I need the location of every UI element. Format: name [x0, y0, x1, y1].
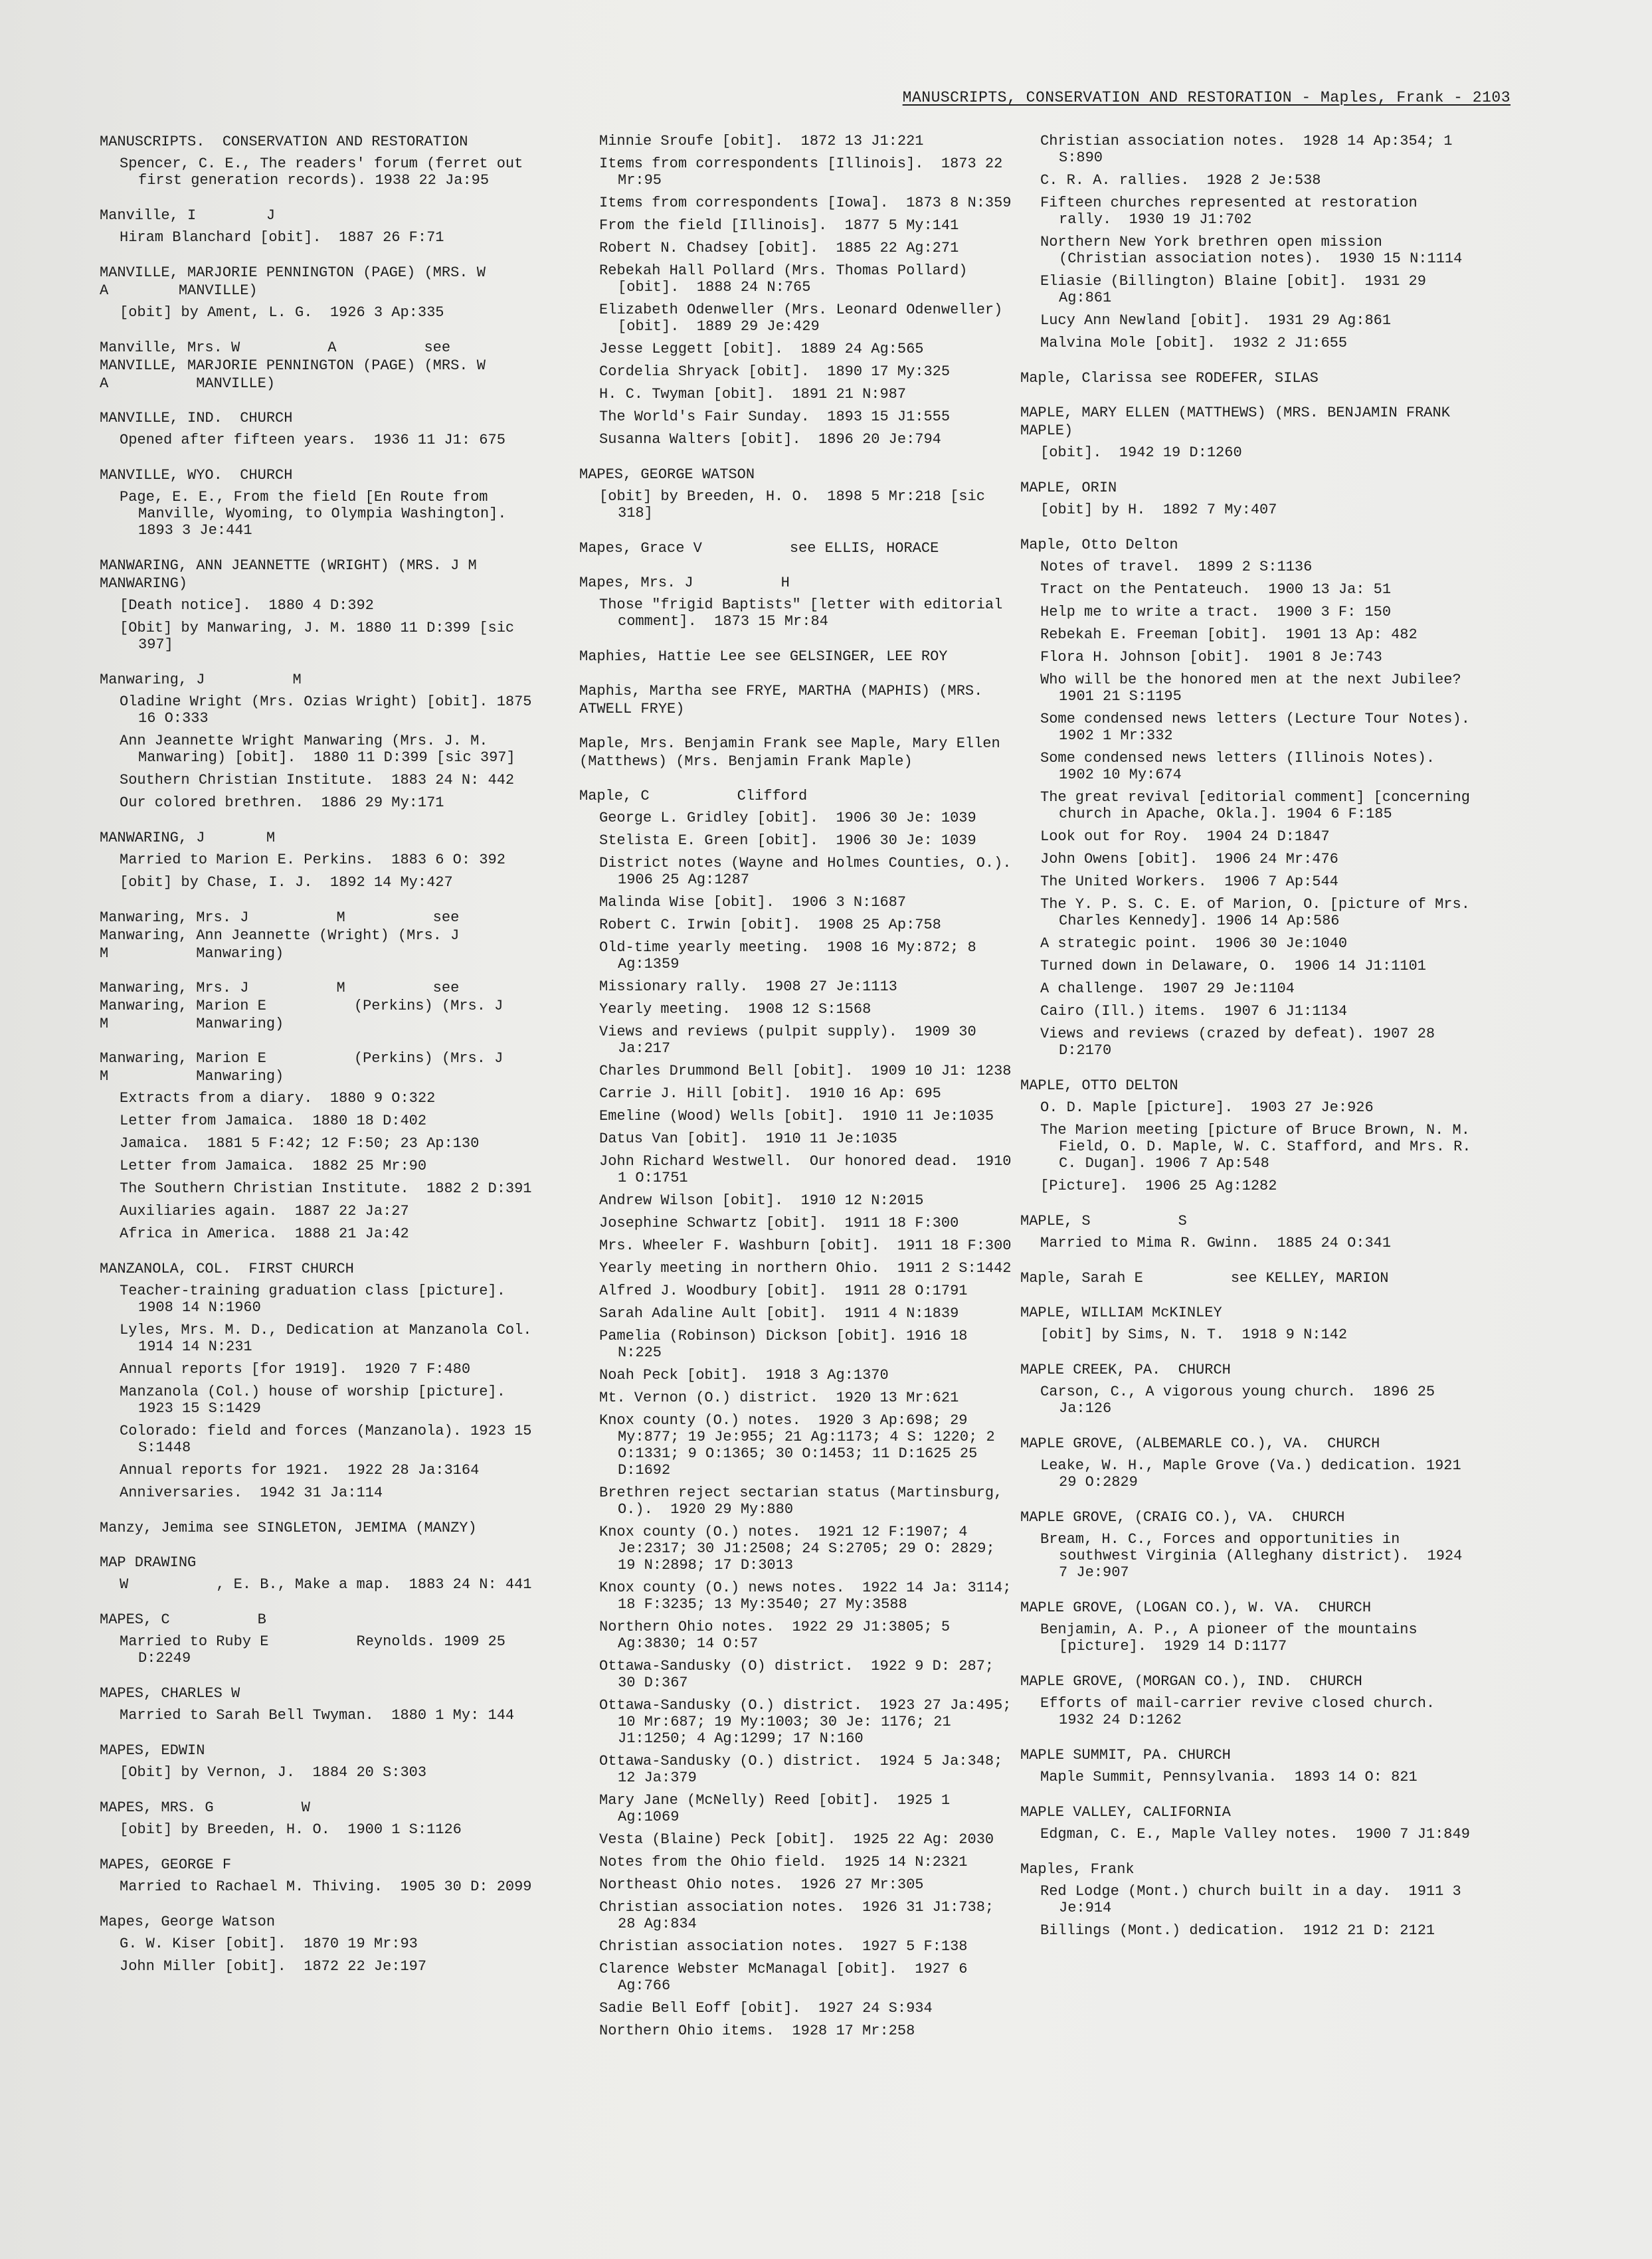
index-entry: Annual reports [for 1919]. 1920 7 F:480: [120, 1361, 471, 1378]
index-entry: Jesse Leggett [obit]. 1889 24 Ag:565: [599, 341, 924, 357]
index-entry: Missionary rally. 1908 27 Je:1113: [599, 978, 897, 995]
index-entry: Mary Jane (McNelly) Reed [obit]. 1925 1 Ag:1069: [599, 1792, 959, 1825]
index-heading: Maples, Frank: [1020, 1861, 1135, 1878]
index-entry: Old-time yearly meeting. 1908 16 My:872; 8 Ag:1359: [599, 939, 985, 972]
index-entry: The great revival [editorial comment] [concerning church in Apache, Okla.]. 1904 6 F:185: [1040, 789, 1479, 822]
index-heading: MAPLE, S S: [1020, 1213, 1187, 1229]
index-heading: Manzy, Jemima see SINGLETON, JEMIMA (MANZY): [100, 1520, 477, 1536]
block-spacer: [1020, 1496, 1472, 1508]
index-entry: Auxiliaries again. 1887 22 Ja:27: [120, 1203, 409, 1220]
block-spacer: [100, 252, 538, 264]
index-entry: Manzanola (Col.) house of worship [picture]. 1923 15 S:1429: [120, 1384, 523, 1417]
block-spacer: [1020, 1791, 1472, 1803]
block-spacer: [100, 1599, 538, 1611]
index-heading: MAPES, CHARLES W: [100, 1685, 240, 1702]
index-entry: [obit] by Chase, I. J. 1892 14 My:427: [120, 874, 453, 891]
index-entry: Josephine Schwartz [obit]. 1911 18 F:300: [599, 1215, 959, 1231]
index-heading: Maple, C Clifford: [579, 788, 808, 804]
index-entry: Minnie Sroufe [obit]. 1872 13 J1:221: [599, 133, 924, 149]
index-entry: John Richard Westwell. Our honored dead. 1910 1 O:1751: [599, 1153, 1020, 1186]
block-spacer: [100, 1981, 538, 1993]
index-entry: Oladine Wright (Mrs. Ozias Wright) [obit]. 1875 16 O:333: [120, 693, 541, 727]
block-spacer: [1020, 1587, 1472, 1599]
index-entry: Southern Christian Institute. 1883 24 N: 442: [120, 772, 515, 788]
index-heading: Maple, Sarah E see KELLEY, MARION: [1020, 1270, 1389, 1287]
index-entry: Malinda Wise [obit]. 1906 3 N:1687: [599, 894, 907, 911]
index-entry: Letter from Jamaica. 1880 18 D:402: [120, 1113, 427, 1129]
block-spacer: [100, 897, 538, 909]
index-entry: Efforts of mail-carrier revive closed church. 1932 24 D:1262: [1040, 1695, 1453, 1728]
index-heading: MAPLE GROVE, (ALBEMARLE CO.), VA. CHURCH: [1020, 1435, 1380, 1452]
index-heading: Mapes, Mrs. J H: [579, 575, 790, 591]
index-entry: Cairo (Ill.) items. 1907 6 J1:1134: [1040, 1003, 1348, 1020]
index-heading: Manwaring, Mrs. J M see Manwaring, Ann Jeannette (Wright) (Mrs. J M Manwaring): [100, 909, 547, 962]
index-entry: Eliasie (Billington) Blaine [obit]. 1931 29 Ag:861: [1040, 273, 1435, 306]
index-entry: O. D. Maple [picture]. 1903 27 Je:926: [1040, 1099, 1374, 1116]
block-spacer: [579, 562, 1018, 574]
index-entry: From the field [Illinois]. 1877 5 My:141: [599, 217, 959, 234]
index-heading: MANWARING, ANN JEANNETTE (WRIGHT) (MRS. J M MANWARING): [100, 557, 539, 592]
block-spacer: [100, 1787, 538, 1799]
index-entry: Billings (Mont.) dedication. 1912 21 D: 2121: [1040, 1922, 1435, 1939]
index-entry: Yearly meeting in northern Ohio. 1911 2 S:1442: [599, 1260, 1012, 1277]
index-entry: Mrs. Wheeler F. Washburn [obit]. 1911 18 F:300: [599, 1237, 1012, 1254]
index-heading: MAPLE, ORIN: [1020, 480, 1117, 496]
index-entry: Items from correspondents [Illinois]. 1873 22 Mr:95: [599, 155, 1012, 189]
index-entry: Christian association notes. 1926 31 J1:738; 28 Ag:834: [599, 1899, 1003, 1932]
index-entry: The World's Fair Sunday. 1893 15 J1:555: [599, 408, 951, 425]
index-entry: [obit] by Breeden, H. O. 1898 5 Mr:218 [sic 318]: [599, 488, 994, 521]
index-entry: Stelista E. Green [obit]. 1906 30 Je: 1039: [599, 832, 976, 849]
index-entry: The Y. P. S. C. E. of Marion, O. [picture of Mrs. Charles Kennedy]. 1906 14 Ap:586: [1040, 896, 1479, 929]
index-entry: Alfred J. Woodbury [obit]. 1911 28 O:1791: [599, 1283, 968, 1299]
index-entry: The Southern Christian Institute. 1882 2 D:391: [120, 1180, 532, 1197]
index-entry: Malvina Mole [obit]. 1932 2 J1:655: [1040, 335, 1348, 351]
index-heading: Manwaring, Mrs. J M see Manwaring, Marion E (Perkins) (Mrs. J M Manwaring): [100, 980, 591, 1032]
index-entry: Flora H. Johnson [obit]. 1901 8 Je:743: [1040, 649, 1382, 666]
index-entry: [obit] by H. 1892 7 My:407: [1040, 501, 1277, 518]
block-spacer: [100, 1672, 538, 1684]
index-entry: Ann Jeannette Wright Manwaring (Mrs. J. M. Manwaring) [obit]. 1880 11 D:399 [sic 397]: [120, 733, 515, 766]
index-entry: Rebekah Hall Pollard (Mrs. Thomas Pollard) [obit]. 1888 24 N:765: [599, 262, 976, 296]
index-entry: [Picture]. 1906 25 Ag:1282: [1040, 1178, 1277, 1194]
index-entry: [Obit] by Vernon, J. 1884 20 S:303: [120, 1764, 427, 1781]
index-entry: Maple Summit, Pennsylvania. 1893 14 O: 821: [1040, 1769, 1418, 1785]
index-entry: Lyles, Mrs. M. D., Dedication at Manzanola Col. 1914 14 N:231: [120, 1322, 549, 1355]
index-entry: Ottawa-Sandusky (O.) district. 1924 5 Ja:348; 12 Ja:379: [599, 1753, 1012, 1786]
block-spacer: [100, 1542, 538, 1554]
index-entry: Spencer, C. E., The readers' forum (ferret out first generation records). 1938 22 Ja:95: [120, 155, 532, 189]
index-heading: MAPLE, MARY ELLEN (MATTHEWS) (MRS. BENJAMIN FRANK MAPLE): [1020, 405, 1459, 439]
index-heading: MANUSCRIPTS. CONSERVATION AND RESTORATION: [100, 134, 468, 150]
index-entry: Look out for Roy. 1904 24 D:1847: [1040, 828, 1330, 845]
index-entry: Edgman, C. E., Maple Valley notes. 1900 7 J1:849: [1040, 1826, 1470, 1843]
index-heading: Manwaring, J M: [100, 672, 302, 688]
index-entry: Leake, W. H., Maple Grove (Va.) dedication. 1921 29 O:2829: [1040, 1457, 1470, 1491]
index-entry: Teacher-training graduation class [picture]. 1908 14 N:1960: [120, 1283, 523, 1316]
index-entry: Datus Van [obit]. 1910 11 Je:1035: [599, 1130, 897, 1147]
index-entry: Elizabeth Odenweller (Mrs. Leonard Odenweller) [obit]. 1889 29 Je:429: [599, 302, 1012, 335]
index-heading: Maphis, Martha see FRYE, MARTHA (MAPHIS) (MRS. ATWELL FRYE): [579, 683, 992, 717]
index-entry: Mt. Vernon (O.) district. 1920 13 Mr:621: [599, 1390, 959, 1406]
index-heading: Manville, I J: [100, 207, 276, 224]
index-entry: Views and reviews (crazed by defeat). 1907 28 D:2170: [1040, 1026, 1444, 1059]
index-entry: Carrie J. Hill [obit]. 1910 16 Ap: 695: [599, 1085, 941, 1102]
index-entry: Cordelia Shryack [obit]. 1890 17 My:325: [599, 363, 951, 380]
block-spacer: [1020, 1661, 1472, 1672]
index-heading: Maple, Otto Delton: [1020, 537, 1178, 553]
index-entry: Annual reports for 1921. 1922 28 Ja:3164: [120, 1462, 480, 1479]
index-entry: H. C. Twyman [obit]. 1891 21 N:987: [599, 386, 907, 403]
index-entry: George L. Gridley [obit]. 1906 30 Je: 1039: [599, 810, 976, 826]
index-entry: Lucy Ann Newland [obit]. 1931 29 Ag:861: [1040, 312, 1392, 329]
index-entry: W , E. B., Make a map. 1883 24 N: 441: [120, 1576, 532, 1593]
index-heading: MANZANOLA, COL. FIRST CHURCH: [100, 1261, 354, 1277]
index-heading: MANVILLE, WYO. CHURCH: [100, 467, 293, 484]
index-entry: Knox county (O.) notes. 1921 12 F:1907; 4 Je:2317; 30 J1:2508; 24 S:2705; 29 O: 2829; 19 N:2898; 17 D:3013: [599, 1524, 1004, 1574]
index-heading: Manville, Mrs. W A see MANVILLE, MARJORIE PENNINGTON (PAGE) (MRS. W A MANVILLE): [100, 339, 573, 392]
index-entry: Notes from the Ohio field. 1925 14 N:2321: [599, 1854, 968, 1870]
index-entry: Northern New York brethren open mission (Christian association notes). 1930 15 N:1114: [1040, 234, 1463, 267]
index-entry: [obit] by Ament, L. G. 1926 3 Ap:335: [120, 304, 444, 321]
index-column-1: [100, 133, 591, 1993]
index-entry: Hiram Blanchard [obit]. 1887 26 F:71: [120, 229, 444, 246]
block-spacer: [100, 1038, 538, 1049]
index-heading: Maple, Clarissa see RODEFER, SILAS: [1020, 370, 1319, 387]
index-entry: Letter from Jamaica. 1882 25 Mr:90: [120, 1158, 427, 1174]
block-spacer: [579, 723, 1018, 735]
index-entry: Anniversaries. 1942 31 Ja:114: [120, 1485, 383, 1501]
index-entry: Christian association notes. 1927 5 F:138: [599, 1938, 968, 1955]
index-entry: Andrew Wilson [obit]. 1910 12 N:2015: [599, 1192, 924, 1209]
index-entry: The Marion meeting [picture of Bruce Brown, N. M. Field, O. D. Maple, W. C. Stafford, and Mrs. R. C. Dugan]. 1906 7 Ap:548: [1040, 1122, 1480, 1172]
index-heading: MAPES, C B: [100, 1611, 266, 1628]
block-spacer: [1020, 1200, 1472, 1212]
index-entry: Married to Marion E. Perkins. 1883 6 O: 392: [120, 852, 505, 868]
index-heading: MAPLE, OTTO DELTON: [1020, 1077, 1178, 1094]
index-heading: MANWARING, J M: [100, 830, 276, 846]
block-spacer: [1020, 1945, 1472, 1957]
block-spacer: [1020, 1734, 1472, 1746]
block-spacer: [100, 1901, 538, 1913]
index-heading: Mapes, George Watson: [100, 1914, 276, 1930]
index-column-2: [579, 133, 1029, 2057]
block-spacer: [100, 545, 538, 557]
index-entry: Robert N. Chadsey [obit]. 1885 22 Ag:271: [599, 240, 959, 256]
index-entry: Colorado: field and forces (Manzanola). 1923 15 S:1448: [120, 1423, 541, 1456]
index-entry: Carson, C., A vigorous young church. 1896 25 Ja:126: [1040, 1384, 1444, 1417]
block-spacer: [100, 397, 538, 409]
block-spacer: [579, 775, 1018, 787]
index-entry: Notes of travel. 1899 2 S:1136: [1040, 559, 1313, 575]
running-header: MANUSCRIPTS, CONSERVATION AND RESTORATION - Maples, Frank - 2103: [902, 89, 1511, 106]
index-entry: Fifteen churches represented at restoration rally. 1930 19 J1:702: [1040, 195, 1426, 228]
index-entry: A strategic point. 1906 30 Je:1040: [1040, 935, 1348, 952]
index-entry: Emeline (Wood) Wells [obit]. 1910 11 Je:1035: [599, 1108, 994, 1125]
index-entry: Some condensed news letters (Lecture Tour Notes). 1902 1 Mr:332: [1040, 711, 1488, 744]
block-spacer: [579, 636, 1018, 648]
index-entry: Noah Peck [obit]. 1918 3 Ag:1370: [599, 1367, 889, 1384]
block-spacer: [100, 659, 538, 671]
index-entry: Brethren reject sectarian status (Martinsburg, O.). 1920 29 My:880: [599, 1485, 1012, 1518]
block-spacer: [100, 817, 538, 829]
index-heading: Maple, Mrs. Benjamin Frank see Maple, Mary Ellen (Matthews) (Mrs. Benjamin Frank Maple): [579, 735, 1009, 770]
index-entry: G. W. Kiser [obit]. 1870 19 Mr:93: [120, 1936, 418, 1952]
index-entry: Sarah Adaline Ault [obit]. 1911 4 N:1839: [599, 1305, 959, 1322]
block-spacer: [1020, 357, 1472, 369]
index-heading: MAPLE GROVE, (MORGAN CO.), IND. CHURCH: [1020, 1673, 1362, 1690]
index-entry: C. R. A. rallies. 1928 2 Je:538: [1040, 172, 1321, 189]
index-heading: MANVILLE, MARJORIE PENNINGTON (PAGE) (MRS. W A MANVILLE): [100, 264, 547, 299]
index-heading: MAPES, EDWIN: [100, 1742, 205, 1759]
index-entry: [obit]. 1942 19 D:1260: [1040, 444, 1242, 461]
block-spacer: [100, 1507, 538, 1519]
block-spacer: [1020, 1065, 1472, 1077]
index-heading: MAP DRAWING: [100, 1554, 197, 1571]
block-spacer: [1020, 392, 1472, 404]
block-spacer: [1020, 1257, 1472, 1269]
index-entry: John Miller [obit]. 1872 22 Je:197: [120, 1958, 427, 1975]
index-entry: Items from correspondents [Iowa]. 1873 8 N:359: [599, 195, 1012, 211]
block-spacer: [579, 527, 1018, 539]
block-spacer: [1020, 467, 1472, 479]
index-entry: Bream, H. C., Forces and opportunities in southwest Virginia (Alleghany district). 1924 7 Je:907: [1040, 1531, 1471, 1581]
block-spacer: [1020, 1349, 1472, 1361]
index-entry: Views and reviews (pulpit supply). 1909 30 Ja:217: [599, 1024, 985, 1057]
block-spacer: [579, 2045, 1018, 2057]
index-entry: Help me to write a tract. 1900 3 F: 150: [1040, 604, 1392, 620]
index-entry: Married to Sarah Bell Twyman. 1880 1 My: 144: [120, 1707, 515, 1724]
block-spacer: [1020, 1292, 1472, 1304]
index-entry: Northeast Ohio notes. 1926 27 Mr:305: [599, 1876, 924, 1893]
index-entry: Africa in America. 1888 21 Ja:42: [120, 1225, 409, 1242]
block-spacer: [100, 1730, 538, 1742]
index-entry: Married to Rachael M. Thiving. 1905 30 D: 2099: [120, 1878, 532, 1895]
block-spacer: [100, 327, 538, 339]
index-entry: Sadie Bell Eoff [obit]. 1927 24 S:934: [599, 2000, 933, 2017]
index-entry: Ottawa-Sandusky (O) district. 1922 9 D: 287; 30 D:367: [599, 1658, 1003, 1691]
index-heading: Maphies, Hattie Lee see GELSINGER, LEE ROY: [579, 648, 948, 665]
index-heading: MAPLE CREEK, PA. CHURCH: [1020, 1362, 1231, 1378]
index-entry: [obit] by Breeden, H. O. 1900 1 S:1126: [120, 1821, 462, 1838]
index-entry: Robert C. Irwin [obit]. 1908 25 Ap:758: [599, 917, 941, 933]
index-heading: MAPES, GEORGE F: [100, 1856, 232, 1873]
index-entry: Yearly meeting. 1908 12 S:1568: [599, 1001, 872, 1018]
index-entry: Extracts from a diary. 1880 9 O:322: [120, 1090, 436, 1107]
index-entry: Charles Drummond Bell [obit]. 1909 10 J1: 1238: [599, 1063, 1012, 1079]
index-entry: Married to Mima R. Gwinn. 1885 24 O:341: [1040, 1235, 1392, 1251]
index-entry: Red Lodge (Mont.) church built in a day. 1911 3 Je:914: [1040, 1883, 1470, 1916]
index-entry: Northern Ohio items. 1928 17 Mr:258: [599, 2023, 915, 2039]
block-spacer: [579, 454, 1018, 466]
index-heading: MAPLE, WILLIAM McKINLEY: [1020, 1305, 1222, 1321]
index-heading: Manwaring, Marion E (Perkins) (Mrs. J M Manwaring): [100, 1050, 591, 1085]
index-entry: A challenge. 1907 29 Je:1104: [1040, 980, 1295, 997]
block-spacer: [100, 195, 538, 207]
index-entry: Some condensed news letters (Illinois Notes). 1902 10 My:674: [1040, 750, 1453, 783]
index-entry: Pamelia (Robinson) Dickson [obit]. 1916 18 N:225: [599, 1328, 976, 1361]
index-heading: MAPES, GEORGE WATSON: [579, 466, 755, 483]
index-heading: MAPLE SUMMIT, PA. CHURCH: [1020, 1747, 1231, 1763]
index-entry: [Obit] by Manwaring, J. M. 1880 11 D:399 [sic 397]: [120, 620, 523, 653]
index-entry: Jamaica. 1881 5 F:42; 12 F:50; 23 Ap:130: [120, 1135, 480, 1152]
index-heading: MAPLE GROVE, (CRAIG CO.), VA. CHURCH: [1020, 1509, 1345, 1526]
index-entry: Those "frigid Baptists" [letter with editorial comment]. 1873 15 Mr:84: [599, 596, 1012, 630]
index-entry: Benjamin, A. P., A pioneer of the mountains [picture]. 1929 14 D:1177: [1040, 1621, 1426, 1655]
block-spacer: [579, 670, 1018, 682]
block-spacer: [100, 454, 538, 466]
index-entry: [obit] by Sims, N. T. 1918 9 N:142: [1040, 1326, 1348, 1343]
index-entry: Ottawa-Sandusky (O.) district. 1923 27 Ja:495; 10 Mr:687; 19 My:1003; 30 Je: 1176; 21 J1:1250; 4 Ag:1299; 17 N:160: [599, 1697, 1020, 1747]
index-heading: MAPLE VALLEY, CALIFORNIA: [1020, 1804, 1231, 1821]
index-heading: Mapes, Grace V see ELLIS, HORACE: [579, 540, 939, 557]
index-entry: Page, E. E., From the field [En Route from Manville, Wyoming, to Olympia Washington]. 1893 3 Je:441: [120, 489, 524, 539]
index-entry: Married to Ruby E Reynolds. 1909 25 D:2249: [120, 1633, 515, 1667]
block-spacer: [1020, 1849, 1472, 1860]
index-entry: Christian association notes. 1928 14 Ap:354; 1 S:890: [1040, 133, 1461, 166]
index-entry: Turned down in Delaware, O. 1906 14 J1:1101: [1040, 958, 1426, 974]
index-entry: Clarence Webster McManagal [obit]. 1927 6 Ag:766: [599, 1961, 976, 1994]
index-entry: Knox county (O.) notes. 1920 3 Ap:698; 29 My:877; 19 Je:955; 21 Ag:1173; 4 S: 1220; 2 O:1331; 9 O:1365; 30 O:1453; 11 D:1625 25 D:1692: [599, 1412, 1004, 1479]
index-heading: MAPES, MRS. G W: [100, 1799, 310, 1816]
block-spacer: [1020, 1423, 1472, 1435]
index-heading: MANVILLE, IND. CHURCH: [100, 410, 293, 426]
index-entry: Tract on the Pentateuch. 1900 13 Ja: 51: [1040, 581, 1392, 598]
block-spacer: [100, 967, 538, 979]
index-entry: Our colored brethren. 1886 29 My:171: [120, 794, 444, 811]
index-heading: MAPLE GROVE, (LOGAN CO.), W. VA. CHURCH: [1020, 1599, 1372, 1616]
index-entry: Vesta (Blaine) Peck [obit]. 1925 22 Ag: 2030: [599, 1831, 994, 1848]
index-entry: The United Workers. 1906 7 Ap:544: [1040, 873, 1338, 890]
index-column-3: [1020, 133, 1488, 1957]
index-entry: District notes (Wayne and Holmes Counties, O.). 1906 25 Ag:1287: [599, 855, 1029, 888]
block-spacer: [1020, 524, 1472, 536]
index-entry: Rebekah E. Freeman [obit]. 1901 13 Ap: 482: [1040, 626, 1418, 643]
index-entry: Susanna Walters [obit]. 1896 20 Je:794: [599, 431, 941, 448]
index-entry: Knox county (O.) news notes. 1922 14 Ja: 3114; 18 F:3235; 13 My:3540; 27 My:3588: [599, 1580, 1020, 1613]
index-entry: John Owens [obit]. 1906 24 Mr:476: [1040, 851, 1338, 867]
index-entry: [Death notice]. 1880 4 D:392: [120, 597, 374, 614]
block-spacer: [100, 1248, 538, 1260]
index-entry: Northern Ohio notes. 1922 29 J1:3805; 5 Ag:3830; 14 O:57: [599, 1619, 959, 1652]
block-spacer: [100, 1844, 538, 1856]
index-entry: Opened after fifteen years. 1936 11 J1: 675: [120, 432, 505, 448]
index-entry: Who will be the honored men at the next Jubilee? 1901 21 S:1195: [1040, 672, 1479, 705]
